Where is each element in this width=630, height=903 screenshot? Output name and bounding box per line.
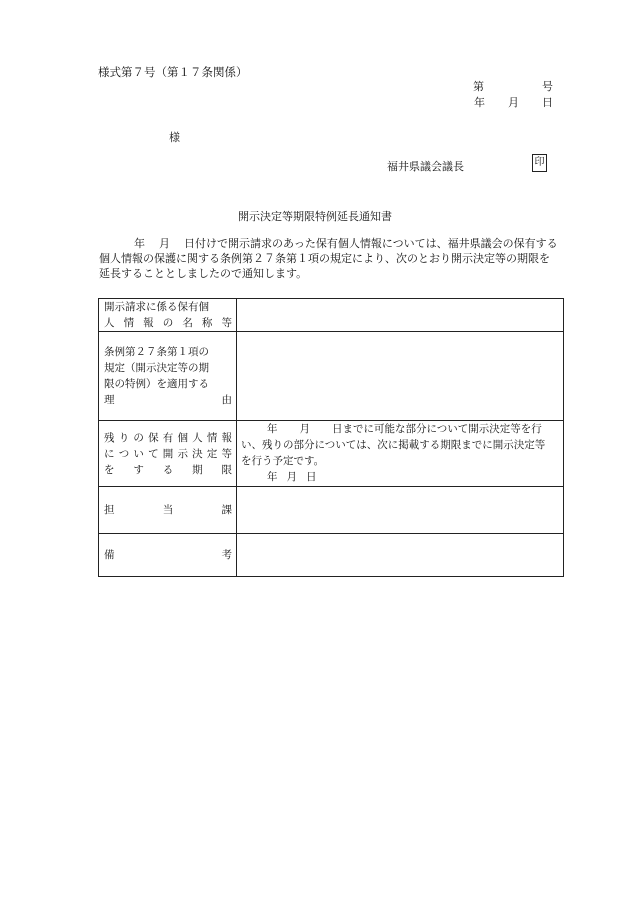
label-char: 報 xyxy=(221,431,232,444)
row-label-remaining-deadline xyxy=(99,421,237,487)
value-line-3: を行う予定です。 xyxy=(241,455,325,467)
document-title: 開示決定等期限特例延長通知書 xyxy=(238,210,392,223)
seal-box: 印 xyxy=(532,154,547,172)
table-row xyxy=(99,332,564,421)
label-char: を xyxy=(104,463,115,476)
label-line xyxy=(104,430,232,446)
label-char: 定 xyxy=(206,447,218,460)
form-number: 様式第７号（第１７条関係） xyxy=(98,65,248,79)
label-char: の xyxy=(162,317,174,329)
label-char: 規定（開示決定等の期 xyxy=(104,362,209,374)
body-paragraph xyxy=(99,236,565,281)
label-char: 開 xyxy=(162,447,174,460)
document-number xyxy=(473,78,553,94)
label-char: 人 xyxy=(104,317,115,329)
row-value-remaining-deadline xyxy=(237,421,564,487)
label-char: 備 xyxy=(104,549,115,561)
label-line xyxy=(104,547,232,563)
label-char: 示 xyxy=(177,447,188,460)
body-line-3: 延長することとしましたので通知します。 xyxy=(99,267,308,280)
body-line-2: 個人情報の保護に関する条例第２７条第１項の規定により、次のとおり開示決定等の期限を xyxy=(99,252,550,265)
label-char: 考 xyxy=(221,549,232,561)
document-date xyxy=(474,94,553,110)
body-month: 月 xyxy=(159,237,170,250)
body-line-1 xyxy=(99,236,565,251)
sender-name: 福井県議会議長 xyxy=(387,160,464,173)
label-char: に xyxy=(104,447,115,460)
label-char: 保 xyxy=(148,431,159,444)
addressee: 様 xyxy=(169,131,180,144)
table-row xyxy=(99,299,564,332)
label-char: 報 xyxy=(143,317,154,329)
label-line xyxy=(104,376,232,392)
label-char: る xyxy=(162,463,174,476)
label-char: い xyxy=(133,447,144,460)
label-line xyxy=(104,360,232,376)
label-char: す xyxy=(133,463,144,476)
value-line-1: 年 月 日までに可能な部分について開示決定等を行 xyxy=(267,423,542,435)
row-value-reason xyxy=(237,332,564,421)
label-char: 条例第２７条第１項の xyxy=(104,346,209,358)
row-label-reason xyxy=(99,332,237,421)
value-line-2: い、残りの部分については、次に掲載する期限までに開示決定等 xyxy=(241,439,546,451)
label-char: 個 xyxy=(177,431,188,444)
row-label-department xyxy=(99,487,237,534)
label-line xyxy=(104,502,232,518)
row-value-remarks xyxy=(237,534,564,577)
body-day-text: 日付けで開示請求のあった保有個人情報については、福井県議会の保有する xyxy=(184,237,558,250)
label-char: て xyxy=(148,447,159,460)
label-char: 理 xyxy=(104,394,115,406)
label-char: 限 xyxy=(221,463,232,476)
label-char: 課 xyxy=(221,504,232,516)
label-char: の xyxy=(133,431,144,444)
label-char: 開示請求に係る保有個 xyxy=(104,301,209,313)
body-year: 年 xyxy=(134,237,145,250)
doc-no-suffix: 号 xyxy=(542,80,553,93)
table-row xyxy=(99,421,564,487)
label-char: り xyxy=(118,431,130,444)
row-value-department xyxy=(237,487,564,534)
label-char: 名 xyxy=(182,317,193,329)
row-label-remarks xyxy=(99,534,237,577)
table-row xyxy=(99,487,564,534)
date-month: 月 xyxy=(508,96,519,109)
label-char: 称 xyxy=(201,317,213,329)
label-char: 担 xyxy=(104,504,115,516)
label-line xyxy=(104,462,232,478)
label-char: 残 xyxy=(104,431,115,444)
value-date-line: 年 月 日 xyxy=(267,471,317,483)
notice-table xyxy=(98,298,564,577)
doc-no-prefix: 第 xyxy=(473,80,484,93)
label-line xyxy=(104,344,232,360)
row-value-info-name xyxy=(237,299,564,332)
date-year: 年 xyxy=(474,96,485,109)
label-char: 由 xyxy=(221,394,232,406)
label-char: 期 xyxy=(192,463,203,476)
label-char: 等 xyxy=(221,447,232,460)
date-day: 日 xyxy=(542,96,553,109)
label-char: 人 xyxy=(192,431,203,444)
table-row xyxy=(99,534,564,577)
label-char: 決 xyxy=(192,447,203,460)
label-line xyxy=(104,299,232,315)
label-line xyxy=(104,392,232,408)
label-char: 情 xyxy=(123,317,135,329)
label-char: 情 xyxy=(206,431,218,444)
label-char: 限の特例）を適用する xyxy=(104,378,209,390)
label-char: 等 xyxy=(221,317,232,329)
row-label-info-name xyxy=(99,299,237,332)
label-char: 有 xyxy=(162,431,174,444)
label-line xyxy=(104,315,232,331)
label-char: 当 xyxy=(162,504,174,516)
label-line xyxy=(104,446,232,462)
label-char: つ xyxy=(118,447,130,460)
